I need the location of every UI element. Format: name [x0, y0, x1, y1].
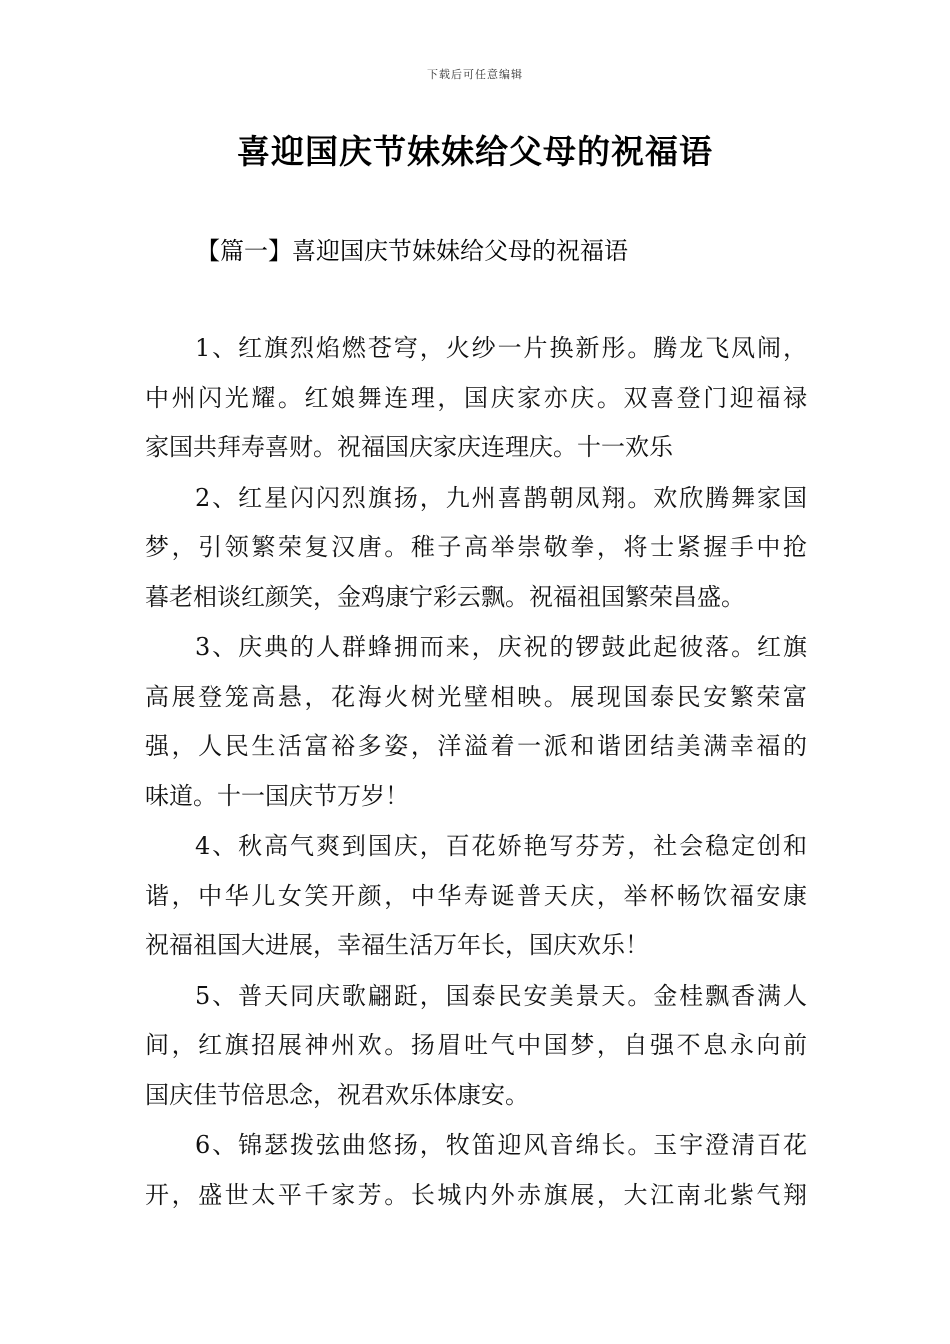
paragraph-line: 1、红旗烈焰燃苍穹，火纱一片换新彤。腾龙飞凤闹， — [195, 334, 807, 362]
paragraph-line: 高展登笼高悬，花海火树光壁相映。展现国泰民安繁荣富 — [145, 682, 807, 711]
document-body — [145, 324, 807, 1221]
paragraph-line: 国庆佳节倍思念，祝君欢乐体康安。 — [145, 1080, 529, 1109]
paragraph-6 — [145, 1121, 807, 1220]
paragraph-2 — [145, 474, 807, 623]
paragraph-line: 梦，引领繁荣复汉唐。稚子高举崇敬拳，将士紧握手中抢 — [145, 533, 807, 561]
paragraph-line: 强，人民生活富裕多姿，洋溢着一派和谐团结美满幸福的 — [145, 732, 807, 760]
paragraph-line: 暮老相谈红颜笑，金鸡康宁彩云飘。祝福祖国繁荣昌盛。 — [145, 582, 745, 611]
paragraph-line: 祝福祖国大进展，幸福生活万年长，国庆欢乐！ — [145, 931, 649, 959]
paragraph-1 — [145, 324, 807, 473]
document-title: 喜迎国庆节妹妹给父母的祝福语 — [237, 132, 713, 171]
paragraph-line: 3、庆典的人群蜂拥而来，庆祝的锣鼓此起彼落。红旗 — [195, 633, 807, 661]
paragraph-line: 间，红旗招展神州欢。扬眉吐气中国梦，自强不息永向前 — [145, 1031, 807, 1059]
paragraph-line: 2、红星闪闪烈旗扬，九州喜鹊朝凤翔。欢欣腾舞家国 — [195, 483, 807, 512]
paragraph-3 — [145, 623, 807, 821]
paragraph-line: 谐，中华儿女笑开颜，中华寿诞普天庆，举杯畅饮福安康 — [145, 881, 807, 910]
section-heading: 【篇一】喜迎国庆节妹妹给父母的祝福语 — [196, 237, 628, 265]
paragraph-line: 家国共拜寿喜财。祝福国庆家庆连理庆。十一欢乐 — [145, 433, 673, 461]
paragraph-line: 中州闪光耀。红娘舞连理，国庆家亦庆。双喜登门迎福禄 — [145, 383, 807, 412]
paragraph-line: 5、普天同庆歌翩跹，国泰民安美景天。金桂飘香满人 — [195, 981, 807, 1010]
paragraph-line: 6、锦瑟拨弦曲悠扬，牧笛迎风音绵长。玉宇澄清百花 — [195, 1131, 807, 1159]
paragraph-5 — [145, 972, 807, 1121]
paragraph-4 — [145, 822, 807, 971]
header-note: 下载后可任意编辑 — [427, 68, 523, 81]
paragraph-line: 4、秋高气爽到国庆，百花娇艳写芬芳，社会稳定创和 — [195, 832, 807, 860]
paragraph-line: 开，盛世太平千家芳。长城内外赤旗展，大江南北紫气翔 — [145, 1180, 807, 1209]
paragraph-line: 味道。十一国庆节万岁！ — [145, 781, 409, 810]
